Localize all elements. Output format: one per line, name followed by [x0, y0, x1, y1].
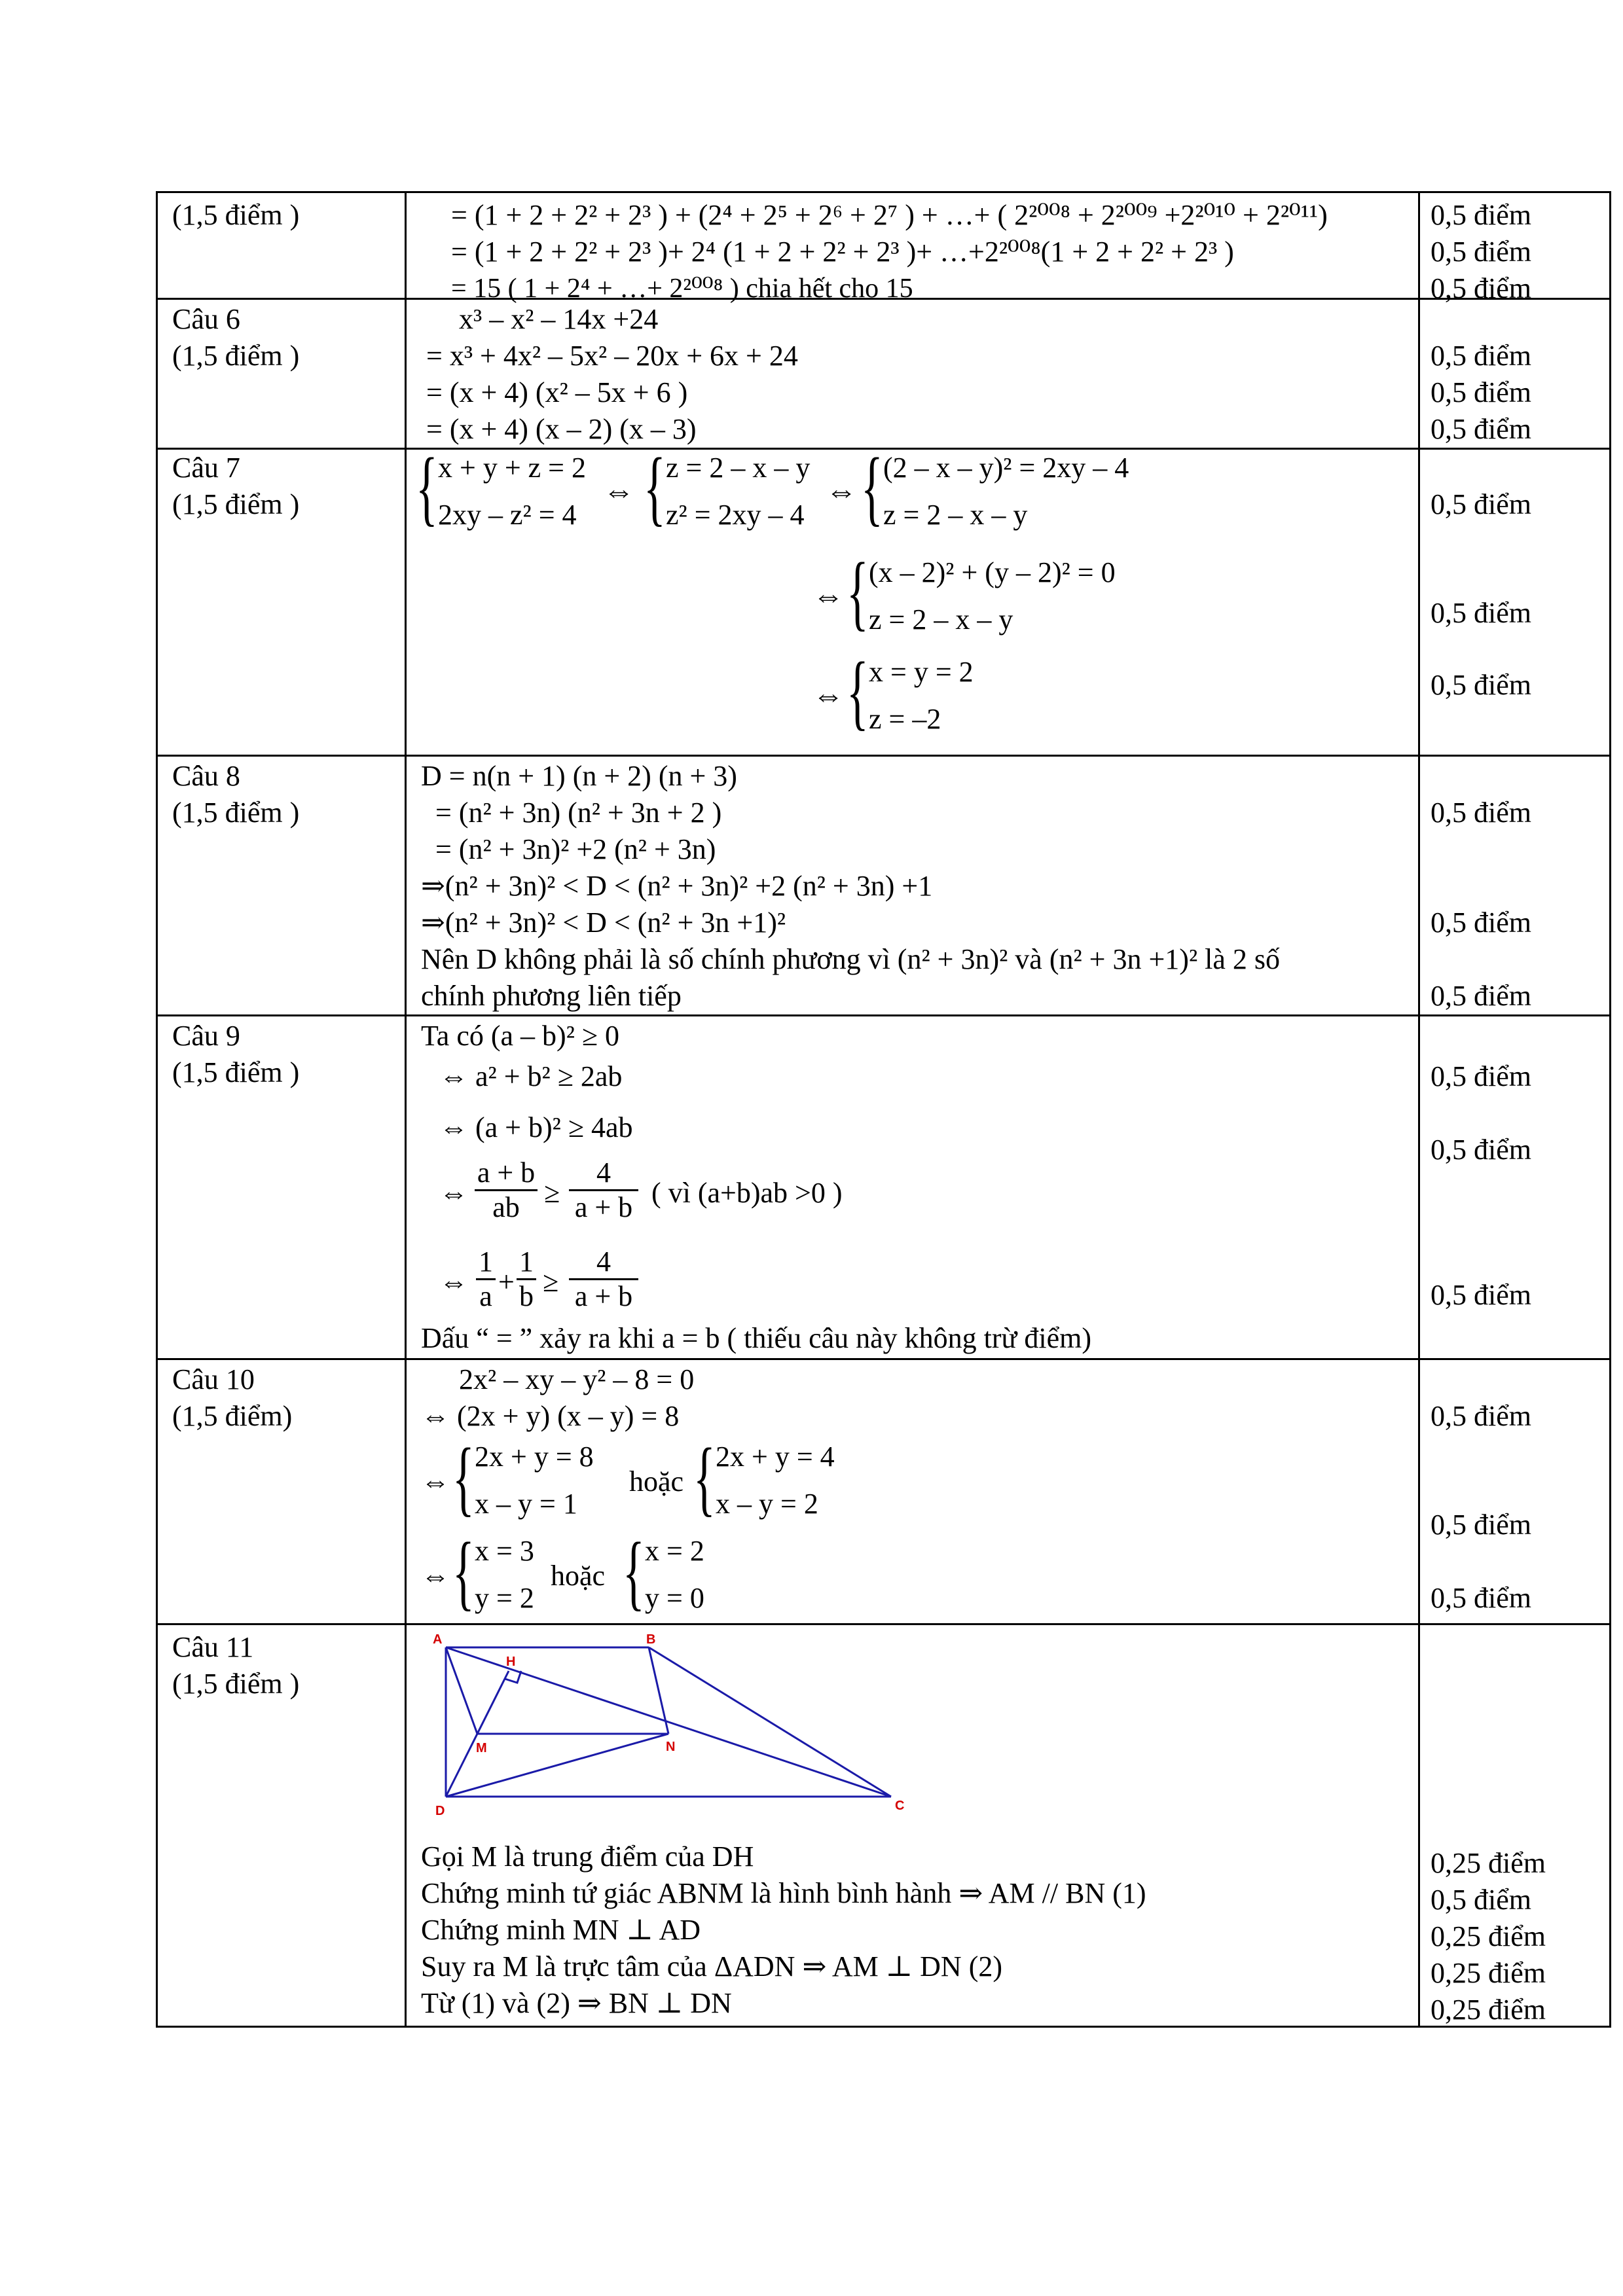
vertex-label-b: B: [646, 1634, 656, 1647]
table-row: [157, 1624, 1611, 2027]
brace-icon: {: [452, 1526, 475, 1619]
plus-symbol: +: [498, 1266, 515, 1298]
score: 0,5 điểm: [1431, 1582, 1531, 1614]
solution-line: x³ – x² – 14x +24: [459, 303, 659, 335]
equivalence-symbol: ⇔: [603, 474, 634, 509]
equation: z = 2 – x – y: [883, 499, 1028, 531]
equivalence-symbol: ⇔: [439, 1266, 468, 1298]
solution-line: chính phương liên tiếp: [421, 980, 682, 1012]
vertex-label-d: D: [435, 1804, 445, 1818]
equation: z² = 2xy – 4: [666, 499, 805, 531]
question-points-label: (1,5 điểm ): [172, 1668, 300, 1700]
question-points-label: (1,5 điểm ): [172, 488, 300, 520]
solution-line: Suy ra M là trực tâm của ΔADN ⇒ AM ⊥ DN (2): [421, 1950, 1003, 1982]
fraction: [517, 1246, 536, 1313]
geometry-figure: [433, 1634, 904, 1831]
solution-line: = (n² + 3n) (n² + 3n + 2 ): [435, 797, 722, 829]
segment-AC: [446, 1647, 891, 1797]
solution-line: Nên D không phải là số chính phương vì (n² + 3n)² và (n² + 3n +1)² là 2 số: [421, 943, 1281, 975]
or-word: hoặc: [551, 1560, 606, 1592]
equation: z = 2 – x – y: [869, 603, 1013, 636]
score: 0,25 điểm: [1431, 1994, 1546, 2026]
segment-AM: [446, 1647, 477, 1734]
numerator: 4: [596, 1246, 611, 1278]
denominator: a + b: [569, 1189, 638, 1224]
question-number: Câu 8: [172, 760, 240, 792]
equation: z = 2 – x – y: [666, 452, 811, 484]
score: 0,5 điểm: [1431, 272, 1531, 304]
equation: x = 2: [645, 1535, 704, 1567]
solution-line: ⇒(n² + 3n)² < D < (n² + 3n +1)²: [421, 906, 786, 939]
equivalence-symbol: ⇔: [421, 1465, 450, 1498]
score: 0,5 điểm: [1431, 797, 1531, 829]
score: 0,5 điểm: [1431, 413, 1531, 445]
vertex-label-n: N: [666, 1740, 676, 1754]
denominator: a + b: [569, 1278, 638, 1313]
fraction: [569, 1246, 638, 1313]
equation: x – y = 1: [475, 1488, 577, 1520]
equivalence-symbol: ⇔: [812, 678, 844, 713]
score: 0,5 điểm: [1431, 1060, 1531, 1092]
score: 0,5 điểm: [1431, 1509, 1531, 1541]
numerator: a + b: [477, 1157, 536, 1189]
score: 0,5 điểm: [1431, 980, 1531, 1012]
score: 0,25 điểm: [1431, 1957, 1546, 1989]
vertex-label-m: M: [476, 1741, 487, 1755]
denominator: a: [476, 1278, 496, 1313]
score: 0,5 điểm: [1431, 669, 1531, 701]
score: 0,5 điểm: [1431, 597, 1531, 629]
score: 0,5 điểm: [1431, 236, 1531, 268]
equation: z = –2: [869, 703, 941, 735]
equation: x = y = 2: [869, 656, 974, 688]
brace-icon: {: [847, 546, 869, 639]
solution-line: = 15 ( 1 + 2⁴ + …+ 2²⁰⁰⁸ ) chia hết cho 15: [451, 274, 913, 304]
equation: x + y + z = 2: [438, 452, 586, 484]
numerator: 1: [519, 1246, 534, 1278]
score: 0,5 điểm: [1431, 1279, 1531, 1311]
score: 0,5 điểm: [1431, 376, 1531, 408]
score: 0,5 điểm: [1431, 1134, 1531, 1166]
question-number: Câu 6: [172, 303, 240, 335]
solution-line: 2x² – xy – y² – 8 = 0: [459, 1363, 695, 1395]
score: 0,5 điểm: [1431, 488, 1531, 520]
ge-symbol: ≥: [544, 1177, 560, 1209]
solution-line: Ta có (a – b)² ≥ 0: [421, 1020, 620, 1052]
solution-line: = (1 + 2 + 2² + 2³ )+ 2⁴ (1 + 2 + 2² + 2³ )+ …+2²⁰⁰⁸(1 + 2 + 2² + 2³ ): [451, 236, 1234, 268]
equation: 2xy – z² = 4: [438, 499, 577, 531]
solution-line: = (n² + 3n)² +2 (n² + 3n): [435, 833, 716, 865]
question-number: Câu 7: [172, 452, 240, 484]
equation: x = 3: [475, 1535, 534, 1567]
solution-line: Gọi M là trung điểm của DH: [421, 1840, 754, 1873]
solution-line: = (x + 4) (x – 2) (x – 3): [426, 413, 697, 445]
note: ( vì (a+b)ab >0 ): [651, 1177, 843, 1209]
segment-BC: [649, 1647, 891, 1797]
brace-icon: {: [693, 1431, 716, 1524]
question-points-label: (1,5 điểm): [172, 1400, 293, 1432]
score: 0,5 điểm: [1431, 1884, 1531, 1916]
equation: x – y = 2: [716, 1488, 818, 1520]
table-row: [157, 1359, 1611, 1624]
table-row: [157, 192, 1611, 299]
question-points-label: (1,5 điểm ): [172, 1056, 300, 1088]
solution-line: ⇔ (2x + y) (x – y) = 8: [421, 1400, 680, 1432]
brace-icon: {: [644, 441, 666, 534]
table-row: [157, 299, 1611, 449]
solution-line: Dấu “ = ” xảy ra khi a = b ( thiếu câu này không trừ điểm): [421, 1322, 1092, 1354]
numerator: 1: [479, 1246, 493, 1278]
numerator: 4: [596, 1157, 611, 1189]
fraction: [569, 1157, 638, 1224]
question-points-label: (1,5 điểm ): [172, 340, 300, 372]
table-row: [157, 449, 1611, 756]
equation: 2x + y = 8: [475, 1441, 594, 1473]
score: 0,5 điểm: [1431, 199, 1531, 231]
score: 0,5 điểm: [1431, 340, 1531, 372]
solution-line: = (1 + 2 + 2² + 2³ ) + (2⁴ + 2⁵ + 2⁶ + 2⁷ ) + …+ ( 2²⁰⁰⁸ + 2²⁰⁰⁹ +2²⁰¹⁰ + 2²⁰¹¹): [451, 199, 1328, 231]
score: 0,25 điểm: [1431, 1920, 1546, 1952]
denominator: b: [517, 1278, 536, 1313]
denominator: ab: [475, 1189, 538, 1224]
or-word: hoặc: [629, 1465, 684, 1498]
equation: y = 2: [475, 1582, 534, 1614]
equation: (2 – x – y)² = 2xy – 4: [883, 452, 1129, 484]
solution-line: = (x + 4) (x² – 5x + 6 ): [426, 376, 688, 408]
question-number: Câu 11: [172, 1631, 254, 1663]
brace-icon: {: [861, 441, 883, 534]
equation: (x – 2)² + (y – 2)² = 0: [869, 556, 1116, 588]
table-row: [157, 756, 1611, 1016]
equivalence-symbol: ⇔: [812, 579, 844, 613]
table-row: [157, 1016, 1611, 1359]
question-points-label: (1,5 điểm ): [172, 199, 300, 231]
equation: y = 0: [645, 1582, 704, 1614]
question-points-label: (1,5 điểm ): [172, 797, 300, 829]
segment-BN: [649, 1647, 668, 1734]
fraction: [476, 1246, 496, 1313]
score: 0,25 điểm: [1431, 1847, 1546, 1879]
vertex-label-a: A: [433, 1634, 443, 1647]
vertex-label-c: C: [895, 1799, 904, 1813]
ge-symbol: ≥: [543, 1266, 559, 1298]
equivalence-symbol: ⇔: [439, 1177, 468, 1209]
fraction: [475, 1157, 538, 1224]
brace-icon: {: [416, 441, 438, 534]
question-number: Câu 9: [172, 1020, 240, 1052]
brace-icon: {: [623, 1526, 645, 1619]
solution-line: ⇔ (a + b)² ≥ 4ab: [439, 1111, 633, 1143]
equation: 2x + y = 4: [716, 1441, 835, 1473]
equivalence-symbol: ⇔: [421, 1560, 450, 1592]
equivalence-symbol: ⇔: [826, 474, 857, 509]
brace-icon: {: [847, 645, 869, 738]
solution-line: Từ (1) và (2) ⇒ BN ⊥ DN: [421, 1987, 732, 2019]
solution-line: Chứng minh MN ⊥ AD: [421, 1914, 701, 1946]
score: 0,5 điểm: [1431, 906, 1531, 939]
answer-table: [156, 191, 1611, 2028]
solution-line: ⇔ a² + b² ≥ 2ab: [439, 1060, 623, 1092]
vertex-label-h: H: [506, 1655, 516, 1669]
solution-line: = x³ + 4x² – 5x² – 20x + 6x + 24: [426, 340, 798, 372]
solution-line: Chứng minh tứ giác ABNM là hình bình hành ⇒ AM // BN (1): [421, 1877, 1146, 1909]
solution-line: D = n(n + 1) (n + 2) (n + 3): [421, 760, 737, 792]
brace-icon: {: [452, 1431, 475, 1524]
question-number: Câu 10: [172, 1363, 255, 1395]
score: 0,5 điểm: [1431, 1400, 1531, 1432]
solution-line: ⇒(n² + 3n)² < D < (n² + 3n)² +2 (n² + 3n) +1: [421, 870, 933, 902]
